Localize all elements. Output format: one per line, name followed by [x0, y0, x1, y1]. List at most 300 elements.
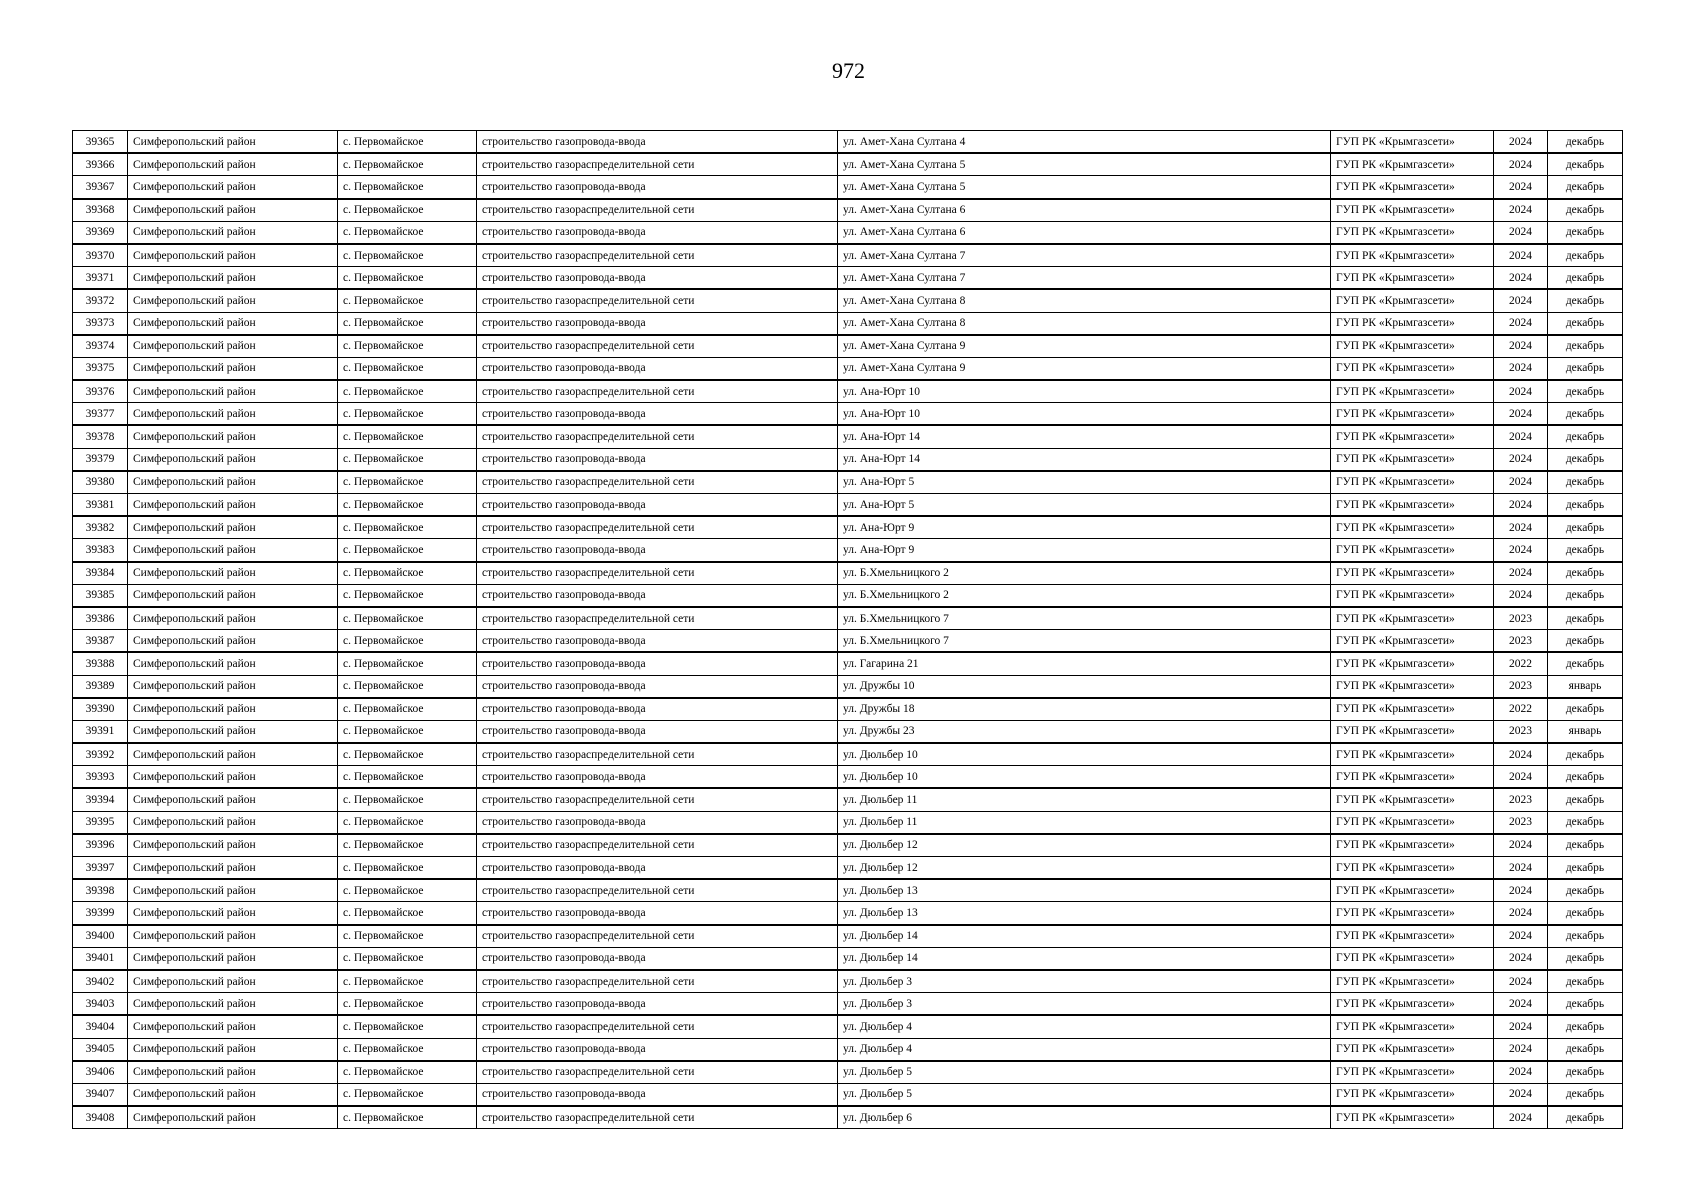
month-cell: декабрь [1548, 607, 1623, 630]
organization-cell: ГУП РК «Крымгазсети» [1331, 425, 1494, 448]
locality-cell: с. Первомайское [338, 720, 477, 743]
table-row [73, 1038, 1623, 1061]
year-cell: 2024 [1494, 471, 1548, 494]
work-type-cell: строительство газораспределительной сети [477, 1106, 838, 1129]
district-cell: Симферопольский район [128, 743, 338, 766]
year-cell: 2024 [1494, 539, 1548, 562]
work-type-cell: строительство газопровода-ввода [477, 357, 838, 380]
organization-cell: ГУП РК «Крымгазсети» [1331, 516, 1494, 539]
page-number: 972 [832, 58, 865, 83]
district-cell: Симферопольский район [128, 970, 338, 993]
district-cell: Симферопольский район [128, 947, 338, 970]
district-cell: Симферопольский район [128, 993, 338, 1016]
row-number: 39389 [73, 675, 128, 698]
month-cell: декабрь [1548, 153, 1623, 176]
month-cell: декабрь [1548, 1083, 1623, 1106]
year-cell: 2024 [1494, 1106, 1548, 1129]
district-cell: Симферопольский район [128, 153, 338, 176]
month-cell: декабрь [1548, 539, 1623, 562]
table-row [73, 516, 1623, 539]
row-number: 39401 [73, 947, 128, 970]
row-number: 39375 [73, 357, 128, 380]
locality-cell: с. Первомайское [338, 607, 477, 630]
district-cell: Симферопольский район [128, 652, 338, 675]
district-cell: Симферопольский район [128, 425, 338, 448]
table-row [73, 448, 1623, 471]
district-cell: Симферопольский район [128, 1106, 338, 1129]
address-cell: ул. Дюльбер 14 [838, 925, 1331, 948]
locality-cell: с. Первомайское [338, 312, 477, 335]
locality-cell: с. Первомайское [338, 743, 477, 766]
table-row [73, 811, 1623, 834]
locality-cell: с. Первомайское [338, 357, 477, 380]
address-cell: ул. Дюльбер 5 [838, 1083, 1331, 1106]
year-cell: 2024 [1494, 312, 1548, 335]
table-row [73, 494, 1623, 517]
table-row [73, 720, 1623, 743]
district-cell: Симферопольский район [128, 834, 338, 857]
month-cell: декабрь [1548, 244, 1623, 267]
table-row [73, 176, 1623, 199]
organization-cell: ГУП РК «Крымгазсети» [1331, 1083, 1494, 1106]
organization-cell: ГУП РК «Крымгазсети» [1331, 675, 1494, 698]
district-cell: Симферопольский район [128, 267, 338, 290]
table-row [73, 562, 1623, 585]
month-cell: декабрь [1548, 176, 1623, 199]
organization-cell: ГУП РК «Крымгазсети» [1331, 335, 1494, 358]
address-cell: ул. Дюльбер 11 [838, 811, 1331, 834]
row-number: 39395 [73, 811, 128, 834]
locality-cell: с. Первомайское [338, 335, 477, 358]
table-row [73, 743, 1623, 766]
month-cell: декабрь [1548, 902, 1623, 925]
work-type-cell: строительство газопровода-ввода [477, 267, 838, 290]
month-cell: декабрь [1548, 335, 1623, 358]
row-number: 39388 [73, 652, 128, 675]
organization-cell: ГУП РК «Крымгазсети» [1331, 584, 1494, 607]
year-cell: 2024 [1494, 289, 1548, 312]
table-row [73, 607, 1623, 630]
year-cell: 2023 [1494, 788, 1548, 811]
table-row [73, 539, 1623, 562]
work-type-cell: строительство газораспределительной сети [477, 380, 838, 403]
work-type-cell: строительство газопровода-ввода [477, 675, 838, 698]
table-row [73, 425, 1623, 448]
organization-cell: ГУП РК «Крымгазсети» [1331, 834, 1494, 857]
work-type-cell: строительство газораспределительной сети [477, 1015, 838, 1038]
address-cell: ул. Дюльбер 3 [838, 993, 1331, 1016]
locality-cell: с. Первомайское [338, 176, 477, 199]
address-cell: ул. Гагарина 21 [838, 652, 1331, 675]
district-cell: Симферопольский район [128, 698, 338, 721]
address-cell: ул. Дюльбер 6 [838, 1106, 1331, 1129]
row-number: 39382 [73, 516, 128, 539]
year-cell: 2024 [1494, 925, 1548, 948]
row-number: 39384 [73, 562, 128, 585]
organization-cell: ГУП РК «Крымгазсети» [1331, 1038, 1494, 1061]
district-cell: Симферопольский район [128, 244, 338, 267]
month-cell: декабрь [1548, 471, 1623, 494]
organization-cell: ГУП РК «Крымгазсети» [1331, 811, 1494, 834]
address-cell: ул. Амет-Хана Султана 7 [838, 267, 1331, 290]
month-cell: декабрь [1548, 267, 1623, 290]
month-cell: декабрь [1548, 289, 1623, 312]
work-type-cell: строительство газораспределительной сети [477, 788, 838, 811]
address-cell: ул. Ана-Юрт 9 [838, 516, 1331, 539]
address-cell: ул. Дружбы 23 [838, 720, 1331, 743]
work-type-cell: строительство газораспределительной сети [477, 471, 838, 494]
row-number: 39391 [73, 720, 128, 743]
row-number: 39372 [73, 289, 128, 312]
year-cell: 2024 [1494, 834, 1548, 857]
table-row [73, 902, 1623, 925]
district-cell: Симферопольский район [128, 675, 338, 698]
district-cell: Симферопольский район [128, 584, 338, 607]
registry-table [72, 130, 1623, 1129]
locality-cell: с. Первомайское [338, 857, 477, 880]
row-number: 39398 [73, 879, 128, 902]
district-cell: Симферопольский район [128, 357, 338, 380]
organization-cell: ГУП РК «Крымгазсети» [1331, 925, 1494, 948]
district-cell: Симферопольский район [128, 1061, 338, 1084]
work-type-cell: строительство газораспределительной сети [477, 834, 838, 857]
month-cell: декабрь [1548, 448, 1623, 471]
locality-cell: с. Первомайское [338, 516, 477, 539]
row-number: 39381 [73, 494, 128, 517]
locality-cell: с. Первомайское [338, 562, 477, 585]
organization-cell: ГУП РК «Крымгазсети» [1331, 448, 1494, 471]
district-cell: Симферопольский район [128, 516, 338, 539]
address-cell: ул. Дружбы 10 [838, 675, 1331, 698]
organization-cell: ГУП РК «Крымгазсети» [1331, 153, 1494, 176]
month-cell: декабрь [1548, 970, 1623, 993]
work-type-cell: строительство газопровода-ввода [477, 312, 838, 335]
table-row [73, 766, 1623, 789]
locality-cell: с. Первомайское [338, 947, 477, 970]
year-cell: 2024 [1494, 425, 1548, 448]
work-type-cell: строительство газопровода-ввода [477, 720, 838, 743]
row-number: 39403 [73, 993, 128, 1016]
locality-cell: с. Первомайское [338, 834, 477, 857]
locality-cell: с. Первомайское [338, 267, 477, 290]
month-cell: декабрь [1548, 743, 1623, 766]
row-number: 39386 [73, 607, 128, 630]
month-cell: декабрь [1548, 562, 1623, 585]
organization-cell: ГУП РК «Крымгазсети» [1331, 993, 1494, 1016]
locality-cell: с. Первомайское [338, 925, 477, 948]
year-cell: 2024 [1494, 516, 1548, 539]
work-type-cell: строительство газопровода-ввода [477, 811, 838, 834]
year-cell: 2023 [1494, 811, 1548, 834]
table-row [73, 153, 1623, 176]
month-cell: декабрь [1548, 312, 1623, 335]
address-cell: ул. Амет-Хана Султана 6 [838, 199, 1331, 222]
row-number: 39366 [73, 153, 128, 176]
district-cell: Симферопольский район [128, 131, 338, 154]
locality-cell: с. Первомайское [338, 403, 477, 426]
month-cell: декабрь [1548, 516, 1623, 539]
table-row [73, 244, 1623, 267]
work-type-cell: строительство газопровода-ввода [477, 1038, 838, 1061]
locality-cell: с. Первомайское [338, 425, 477, 448]
year-cell: 2024 [1494, 131, 1548, 154]
table-row [73, 221, 1623, 244]
locality-cell: с. Первомайское [338, 879, 477, 902]
table-row [73, 1083, 1623, 1106]
month-cell: декабрь [1548, 947, 1623, 970]
table-row [73, 131, 1623, 154]
year-cell: 2024 [1494, 1083, 1548, 1106]
year-cell: 2024 [1494, 584, 1548, 607]
work-type-cell: строительство газопровода-ввода [477, 766, 838, 789]
address-cell: ул. Амет-Хана Султана 8 [838, 289, 1331, 312]
district-cell: Симферопольский район [128, 720, 338, 743]
table-row [73, 879, 1623, 902]
locality-cell: с. Первомайское [338, 1106, 477, 1129]
address-cell: ул. Ана-Юрт 14 [838, 448, 1331, 471]
locality-cell: с. Первомайское [338, 289, 477, 312]
organization-cell: ГУП РК «Крымгазсети» [1331, 267, 1494, 290]
work-type-cell: строительство газораспределительной сети [477, 153, 838, 176]
year-cell: 2024 [1494, 947, 1548, 970]
work-type-cell: строительство газораспределительной сети [477, 335, 838, 358]
work-type-cell: строительство газопровода-ввода [477, 857, 838, 880]
locality-cell: с. Первомайское [338, 221, 477, 244]
organization-cell: ГУП РК «Крымгазсети» [1331, 879, 1494, 902]
work-type-cell: строительство газопровода-ввода [477, 584, 838, 607]
locality-cell: с. Первомайское [338, 199, 477, 222]
organization-cell: ГУП РК «Крымгазсети» [1331, 970, 1494, 993]
year-cell: 2024 [1494, 244, 1548, 267]
district-cell: Симферопольский район [128, 312, 338, 335]
organization-cell: ГУП РК «Крымгазсети» [1331, 1015, 1494, 1038]
work-type-cell: строительство газопровода-ввода [477, 494, 838, 517]
row-number: 39405 [73, 1038, 128, 1061]
month-cell: декабрь [1548, 131, 1623, 154]
organization-cell: ГУП РК «Крымгазсети» [1331, 652, 1494, 675]
year-cell: 2024 [1494, 562, 1548, 585]
month-cell: декабрь [1548, 698, 1623, 721]
work-type-cell: строительство газопровода-ввода [477, 539, 838, 562]
district-cell: Симферопольский район [128, 879, 338, 902]
work-type-cell: строительство газопровода-ввода [477, 902, 838, 925]
address-cell: ул. Амет-Хана Султана 6 [838, 221, 1331, 244]
locality-cell: с. Первомайское [338, 539, 477, 562]
district-cell: Симферопольский район [128, 925, 338, 948]
work-type-cell: строительство газопровода-ввода [477, 652, 838, 675]
month-cell: декабрь [1548, 993, 1623, 1016]
organization-cell: ГУП РК «Крымгазсети» [1331, 743, 1494, 766]
address-cell: ул. Дружбы 18 [838, 698, 1331, 721]
month-cell: декабрь [1548, 221, 1623, 244]
organization-cell: ГУП РК «Крымгазсети» [1331, 902, 1494, 925]
row-number: 39370 [73, 244, 128, 267]
table-row [73, 630, 1623, 653]
district-cell: Симферопольский район [128, 788, 338, 811]
organization-cell: ГУП РК «Крымгазсети» [1331, 1106, 1494, 1129]
organization-cell: ГУП РК «Крымгазсети» [1331, 176, 1494, 199]
address-cell: ул. Дюльбер 13 [838, 879, 1331, 902]
locality-cell: с. Первомайское [338, 1061, 477, 1084]
table-row [73, 289, 1623, 312]
organization-cell: ГУП РК «Крымгазсети» [1331, 1061, 1494, 1084]
organization-cell: ГУП РК «Крымгазсети» [1331, 857, 1494, 880]
month-cell: декабрь [1548, 857, 1623, 880]
district-cell: Симферопольский район [128, 448, 338, 471]
organization-cell: ГУП РК «Крымгазсети» [1331, 221, 1494, 244]
table-row [73, 471, 1623, 494]
organization-cell: ГУП РК «Крымгазсети» [1331, 630, 1494, 653]
year-cell: 2023 [1494, 607, 1548, 630]
table-row [73, 312, 1623, 335]
table-row [73, 698, 1623, 721]
work-type-cell: строительство газораспределительной сети [477, 743, 838, 766]
month-cell: декабрь [1548, 925, 1623, 948]
year-cell: 2024 [1494, 743, 1548, 766]
work-type-cell: строительство газопровода-ввода [477, 403, 838, 426]
table-row [73, 1015, 1623, 1038]
address-cell: ул. Дюльбер 11 [838, 788, 1331, 811]
locality-cell: с. Первомайское [338, 494, 477, 517]
locality-cell: с. Первомайское [338, 244, 477, 267]
table-row [73, 947, 1623, 970]
month-cell: декабрь [1548, 494, 1623, 517]
address-cell: ул. Амет-Хана Султана 9 [838, 357, 1331, 380]
organization-cell: ГУП РК «Крымгазсети» [1331, 199, 1494, 222]
locality-cell: с. Первомайское [338, 380, 477, 403]
district-cell: Симферопольский район [128, 289, 338, 312]
organization-cell: ГУП РК «Крымгазсети» [1331, 244, 1494, 267]
district-cell: Симферопольский район [128, 1038, 338, 1061]
table-row [73, 993, 1623, 1016]
table-row [73, 1061, 1623, 1084]
year-cell: 2024 [1494, 1061, 1548, 1084]
district-cell: Симферопольский район [128, 811, 338, 834]
table-row [73, 970, 1623, 993]
year-cell: 2024 [1494, 970, 1548, 993]
table-row [73, 267, 1623, 290]
address-cell: ул. Б.Хмельницкого 2 [838, 562, 1331, 585]
row-number: 39380 [73, 471, 128, 494]
row-number: 39376 [73, 380, 128, 403]
work-type-cell: строительство газопровода-ввода [477, 993, 838, 1016]
address-cell: ул. Б.Хмельницкого 2 [838, 584, 1331, 607]
organization-cell: ГУП РК «Крымгазсети» [1331, 947, 1494, 970]
month-cell: декабрь [1548, 1015, 1623, 1038]
month-cell: декабрь [1548, 425, 1623, 448]
organization-cell: ГУП РК «Крымгазсети» [1331, 403, 1494, 426]
work-type-cell: строительство газопровода-ввода [477, 176, 838, 199]
locality-cell: с. Первомайское [338, 471, 477, 494]
year-cell: 2024 [1494, 448, 1548, 471]
table-row [73, 834, 1623, 857]
row-number: 39394 [73, 788, 128, 811]
address-cell: ул. Ана-Юрт 10 [838, 403, 1331, 426]
table-row [73, 925, 1623, 948]
address-cell: ул. Ана-Юрт 5 [838, 471, 1331, 494]
row-number: 39368 [73, 199, 128, 222]
organization-cell: ГУП РК «Крымгазсети» [1331, 766, 1494, 789]
month-cell: декабрь [1548, 630, 1623, 653]
organization-cell: ГУП РК «Крымгазсети» [1331, 289, 1494, 312]
work-type-cell: строительство газораспределительной сети [477, 970, 838, 993]
work-type-cell: строительство газораспределительной сети [477, 244, 838, 267]
year-cell: 2024 [1494, 176, 1548, 199]
address-cell: ул. Ана-Юрт 14 [838, 425, 1331, 448]
district-cell: Симферопольский район [128, 902, 338, 925]
locality-cell: с. Первомайское [338, 1038, 477, 1061]
locality-cell: с. Первомайское [338, 902, 477, 925]
row-number: 39365 [73, 131, 128, 154]
address-cell: ул. Дюльбер 4 [838, 1038, 1331, 1061]
month-cell: декабрь [1548, 766, 1623, 789]
table-row [73, 335, 1623, 358]
locality-cell: с. Первомайское [338, 448, 477, 471]
organization-cell: ГУП РК «Крымгазсети» [1331, 607, 1494, 630]
address-cell: ул. Ана-Юрт 9 [838, 539, 1331, 562]
district-cell: Симферопольский район [128, 403, 338, 426]
address-cell: ул. Амет-Хана Султана 7 [838, 244, 1331, 267]
year-cell: 2024 [1494, 902, 1548, 925]
work-type-cell: строительство газопровода-ввода [477, 131, 838, 154]
work-type-cell: строительство газораспределительной сети [477, 879, 838, 902]
organization-cell: ГУП РК «Крымгазсети» [1331, 539, 1494, 562]
row-number: 39406 [73, 1061, 128, 1084]
month-cell: декабрь [1548, 199, 1623, 222]
address-cell: ул. Дюльбер 12 [838, 857, 1331, 880]
locality-cell: с. Первомайское [338, 630, 477, 653]
year-cell: 2024 [1494, 335, 1548, 358]
row-number: 39392 [73, 743, 128, 766]
district-cell: Симферопольский район [128, 494, 338, 517]
organization-cell: ГУП РК «Крымгазсети» [1331, 698, 1494, 721]
address-cell: ул. Б.Хмельницкого 7 [838, 630, 1331, 653]
month-cell: декабрь [1548, 652, 1623, 675]
row-number: 39387 [73, 630, 128, 653]
month-cell: декабрь [1548, 788, 1623, 811]
work-type-cell: строительство газораспределительной сети [477, 516, 838, 539]
organization-cell: ГУП РК «Крымгазсети» [1331, 788, 1494, 811]
district-cell: Симферопольский район [128, 630, 338, 653]
work-type-cell: строительство газораспределительной сети [477, 562, 838, 585]
year-cell: 2024 [1494, 993, 1548, 1016]
month-cell: январь [1548, 720, 1623, 743]
row-number: 39402 [73, 970, 128, 993]
table-row [73, 357, 1623, 380]
address-cell: ул. Дюльбер 10 [838, 766, 1331, 789]
district-cell: Симферопольский район [128, 335, 338, 358]
row-number: 39399 [73, 902, 128, 925]
month-cell: декабрь [1548, 1061, 1623, 1084]
district-cell: Симферопольский район [128, 199, 338, 222]
district-cell: Симферопольский район [128, 176, 338, 199]
address-cell: ул. Дюльбер 5 [838, 1061, 1331, 1084]
month-cell: декабрь [1548, 1038, 1623, 1061]
locality-cell: с. Первомайское [338, 1015, 477, 1038]
row-number: 39378 [73, 425, 128, 448]
year-cell: 2024 [1494, 766, 1548, 789]
table-row [73, 380, 1623, 403]
year-cell: 2024 [1494, 857, 1548, 880]
district-cell: Симферопольский район [128, 539, 338, 562]
row-number: 39408 [73, 1106, 128, 1129]
work-type-cell: строительство газопровода-ввода [477, 698, 838, 721]
table-row [73, 199, 1623, 222]
year-cell: 2024 [1494, 153, 1548, 176]
address-cell: ул. Дюльбер 10 [838, 743, 1331, 766]
year-cell: 2024 [1494, 221, 1548, 244]
organization-cell: ГУП РК «Крымгазсети» [1331, 357, 1494, 380]
